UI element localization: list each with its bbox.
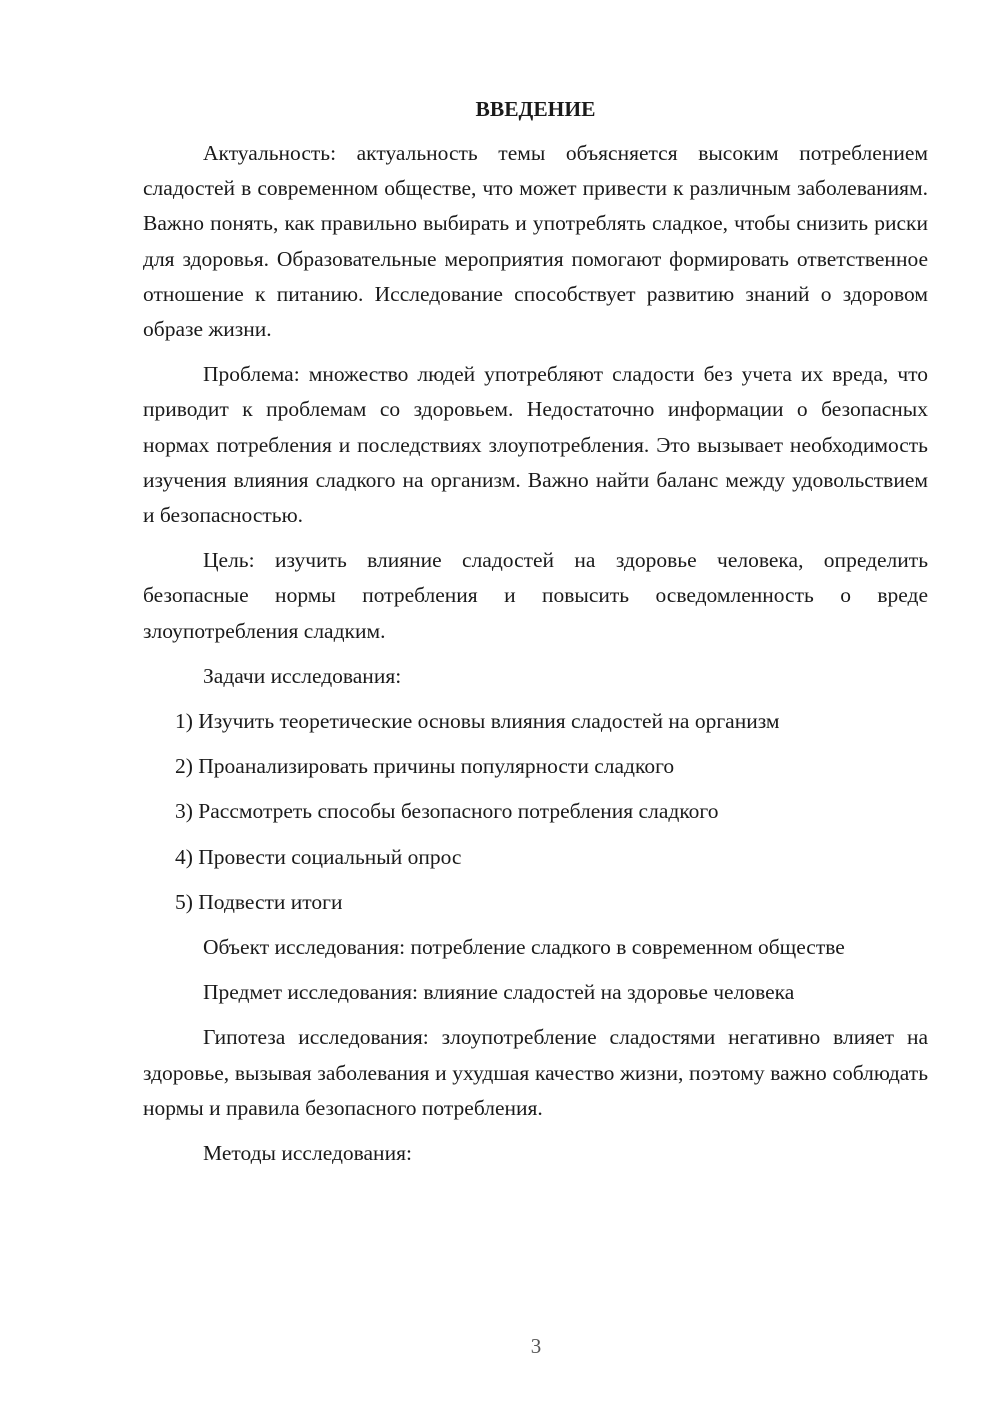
list-item: 1) Изучить теоретические основы влияния сладостей на организм [175, 709, 780, 734]
document-page [143, 92, 928, 1181]
list-item: 2) Проанализировать причины популярности сладкого [175, 754, 675, 779]
section-title: ВВЕДЕНИЕ [475, 97, 596, 121]
list-item: 4) Провести социальный опрос [175, 844, 462, 869]
paragraph-goal: Цель: изучить влияние сладостей на здоровье человека, определить безопасные нормы потребления и повысить осведомленность о вреде злоупотребления сладким. [143, 548, 928, 643]
list-item: 3) Рассмотреть способы безопасного потребления сладкого [175, 799, 719, 824]
paragraph-hypothesis: Гипотеза исследования: злоупотребление сладостями негативно влияет на здоровье, вызывая заболевания и ухудшая качество жизни, поэтому важно соблюдать нормы и правила безопасного потребления. [143, 1025, 928, 1120]
paragraph-object: Объект исследования: потребление сладкого в современном обществе [203, 935, 845, 960]
paragraph-tasks-heading: Задачи исследования: [203, 663, 402, 688]
paragraph-relevance: Актуальность: актуальность темы объясняется высоким потреблением сладостей в современном обществе, что может привести к различным заболеваниям. Важно понять, как правильно выбирать и употреблять сладкое, чтобы снизить риски для здоровья. Образовательные мероприятия помогают формировать ответственное отношение к питанию. Исследование способствует развитию знаний о здоровом образе жизни. [143, 141, 928, 342]
paragraph-problem: Проблема: множество людей употребляют сладости без учета их вреда, что приводит к проблемам со здоровьем. Недостаточно информации о безопасных нормах потребления и последствиях злоупотребления. Это вызывает необходимость изучения влияния сладкого на организм. Важно найти баланс между удовольствием и безопасностью. [143, 362, 928, 528]
tasks-list [143, 704, 928, 920]
list-item: 5) Подвести итоги [175, 889, 343, 914]
paragraph-subject: Предмет исследования: влияние сладостей на здоровье человека [203, 980, 795, 1005]
page-number: 3 [530, 1334, 542, 1358]
paragraph-methods: Методы исследования: [203, 1141, 412, 1166]
